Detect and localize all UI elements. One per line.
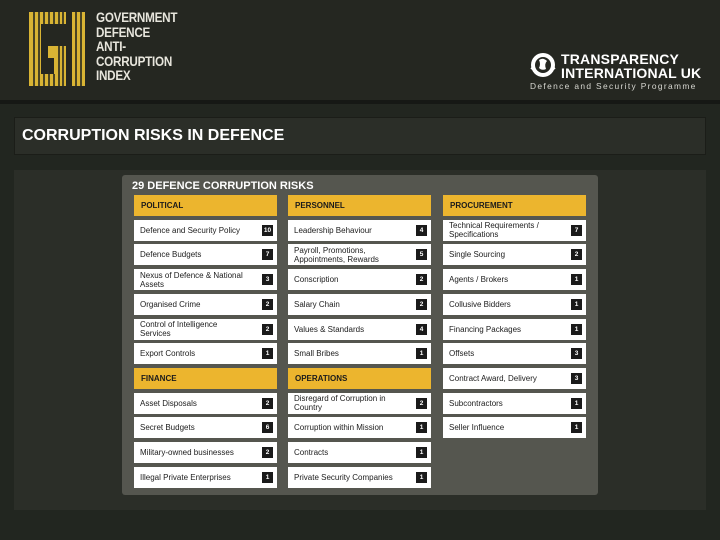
gov-title-line: CORRUPTION xyxy=(96,53,173,69)
risk-name: Corruption within Mission xyxy=(294,423,384,433)
category-header xyxy=(443,195,586,216)
category-header xyxy=(288,195,431,216)
risk-name: Agents / Brokers xyxy=(449,275,509,285)
risk-count-badge: 1 xyxy=(262,472,273,483)
header-banner xyxy=(0,0,720,104)
risk-count-badge: 1 xyxy=(571,299,582,310)
risk-name: Payroll, Promotions, Appointments, Rewards xyxy=(294,245,379,264)
risk-item xyxy=(443,244,586,265)
risk-item xyxy=(288,467,431,488)
risk-name: Defence and Security Policy xyxy=(140,225,241,235)
risk-item xyxy=(134,244,277,265)
risk-table-title: 29 DEFENCE CORRUPTION RISKS xyxy=(132,180,314,192)
risk-name: Contracts xyxy=(294,448,329,457)
ti-logo-text xyxy=(561,52,701,80)
risk-count-badge: 2 xyxy=(262,447,273,458)
category-label: OPERATIONS xyxy=(295,373,348,383)
risk-count-badge: 2 xyxy=(416,398,427,409)
risk-count-badge: 1 xyxy=(416,422,427,433)
gov-title-line: DEFENCE xyxy=(96,24,151,40)
ti-subtitle: Defence and Security Programme xyxy=(530,81,697,91)
risk-item xyxy=(288,393,431,414)
risk-item xyxy=(443,269,586,290)
risk-count-badge: 2 xyxy=(416,274,427,285)
gov-title-line: INDEX xyxy=(96,68,131,84)
risk-count-badge: 3 xyxy=(571,373,582,384)
gov-title-line: GOVERNMENT xyxy=(96,10,178,25)
risk-name: Secret Budgets xyxy=(140,423,195,433)
risk-name: Military-owned businesses xyxy=(140,448,234,457)
category-label: PROCUREMENT xyxy=(450,201,513,210)
risk-name: Single Sourcing xyxy=(449,250,506,260)
risk-item xyxy=(134,343,277,364)
transparency-globe-icon xyxy=(530,52,556,78)
risk-count-badge: 2 xyxy=(262,299,273,310)
risk-name: Offsets xyxy=(449,349,475,359)
risk-item xyxy=(288,319,431,340)
risk-name: Seller Influence xyxy=(449,423,505,433)
category-label: FINANCE xyxy=(141,373,177,383)
risk-name: Subcontractors xyxy=(449,398,503,408)
risk-item xyxy=(443,393,586,414)
risk-name: Values & Standards xyxy=(294,324,365,334)
risk-count-badge: 1 xyxy=(416,348,427,359)
risk-item xyxy=(288,220,431,241)
risk-count-badge: 2 xyxy=(262,324,273,335)
risk-item xyxy=(134,442,277,463)
risk-item xyxy=(134,294,277,315)
risk-count-badge: 1 xyxy=(571,274,582,285)
risk-name: Nexus of Defence & National Assets xyxy=(140,270,243,289)
risk-count-badge: 2 xyxy=(262,398,273,409)
risk-name: Organised Crime xyxy=(140,299,201,309)
risk-item xyxy=(288,343,431,364)
risk-count-badge: 1 xyxy=(416,472,427,483)
risk-item xyxy=(288,417,431,438)
risk-name: Contract Award, Delivery xyxy=(449,373,537,383)
risk-count-badge: 7 xyxy=(571,225,582,236)
risk-item xyxy=(443,220,586,241)
risk-count-badge: 6 xyxy=(262,422,273,433)
ti-name-line: TRANSPARENCY xyxy=(561,51,680,67)
risk-name: Export Controls xyxy=(140,349,196,359)
risk-item xyxy=(443,294,586,315)
risk-count-badge: 1 xyxy=(262,348,273,359)
risk-count-badge: 1 xyxy=(571,324,582,335)
risk-item xyxy=(134,417,277,438)
risk-item xyxy=(443,368,586,389)
risk-count-badge: 10 xyxy=(263,226,272,234)
risk-count-badge: 2 xyxy=(571,249,582,260)
ti-name-line: INTERNATIONAL UK xyxy=(561,65,702,81)
risk-name: Technical Requirements / Specifications xyxy=(449,221,539,240)
risk-count-badge: 2 xyxy=(416,299,427,310)
risk-item xyxy=(288,442,431,463)
risk-name: Private Security Companies xyxy=(294,472,393,482)
risk-name: Financing Packages xyxy=(449,324,522,334)
risk-count-badge: 1 xyxy=(416,447,427,458)
risk-name: Conscription xyxy=(294,275,339,285)
risk-item xyxy=(134,220,277,241)
risk-item xyxy=(134,319,277,340)
risk-count-badge: 1 xyxy=(571,422,582,433)
category-label: PERSONNEL xyxy=(295,201,345,210)
risk-count-badge: 5 xyxy=(416,249,427,260)
risk-name: Control of Intelligence Services xyxy=(140,320,218,338)
risk-item xyxy=(443,319,586,340)
slide-title: CORRUPTION RISKS IN DEFENCE xyxy=(22,127,285,144)
risk-name: Leadership Behaviour xyxy=(294,225,372,235)
risk-item xyxy=(134,467,277,488)
risk-count-badge: 4 xyxy=(416,225,427,236)
risk-name: Disregard of Corruption in Country xyxy=(294,394,386,413)
risk-count-badge: 7 xyxy=(262,249,273,260)
gi-logo xyxy=(22,8,90,90)
risk-item xyxy=(134,393,277,414)
gov-index-title xyxy=(96,11,177,84)
risk-name: Salary Chain xyxy=(294,299,340,309)
risk-count-badge: 4 xyxy=(416,324,427,335)
category-header xyxy=(134,195,277,216)
risk-item xyxy=(443,417,586,438)
risk-item xyxy=(443,343,586,364)
risk-count-badge: 3 xyxy=(262,274,273,285)
category-header xyxy=(288,368,431,389)
risk-name: Illegal Private Enterprises xyxy=(140,472,231,482)
risk-name: Defence Budgets xyxy=(140,250,202,260)
risk-count-badge: 1 xyxy=(571,398,582,409)
risk-name: Asset Disposals xyxy=(140,398,197,408)
risk-item xyxy=(288,244,431,265)
risk-table xyxy=(122,175,598,495)
risk-count-badge: 3 xyxy=(571,348,582,359)
risk-item xyxy=(288,294,431,315)
category-label: POLITICAL xyxy=(141,201,184,210)
slide-title-bar xyxy=(14,117,706,155)
gov-title-line: ANTI- xyxy=(96,39,126,55)
risk-item xyxy=(134,269,277,290)
risk-name: Small Bribes xyxy=(294,349,339,359)
category-header xyxy=(134,368,277,389)
risk-name: Collusive Bidders xyxy=(449,299,511,309)
risk-item xyxy=(288,269,431,290)
